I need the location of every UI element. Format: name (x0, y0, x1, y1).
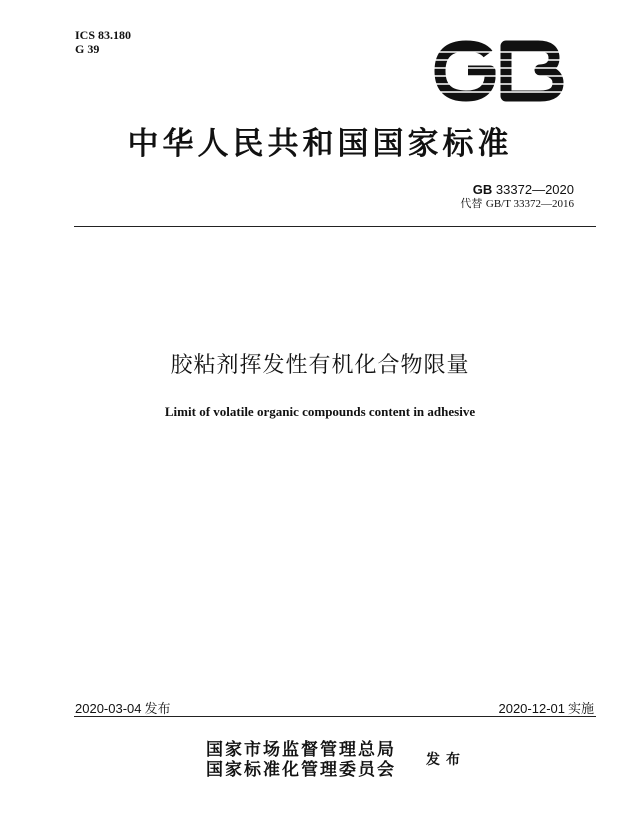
issue-date-value: 2020-03-04 (75, 701, 142, 716)
implementation-date (498, 698, 594, 717)
header-divider (74, 226, 596, 227)
replaces-number: GB/T 33372—2016 (485, 198, 574, 210)
document-title-cn: 胶粘剂挥发性有机化合物限量 (170, 353, 470, 378)
replaces-label: 代替 (460, 197, 483, 210)
standard-number (460, 182, 574, 197)
publish-label: 发布 (426, 752, 466, 768)
issuing-authorities (206, 740, 396, 780)
ics-code: ICS 83.180 (75, 28, 132, 42)
national-standard-title: 中华人民共和国国家标准 (127, 126, 513, 162)
implementation-date-value: 2020-12-01 (498, 701, 565, 716)
replaces-note (460, 197, 574, 211)
classification-codes (75, 28, 131, 56)
gb-logo-graphic (432, 38, 564, 104)
implementation-date-label: 实施 (567, 702, 594, 717)
issue-date-label: 发布 (144, 702, 171, 717)
standard-prefix: GB (472, 182, 493, 197)
standard-number-block (460, 182, 574, 211)
issuer-sac: 国家标准化管理委员会 (206, 760, 396, 780)
standard-code: 33372—2020 (495, 182, 574, 197)
ccs-code: G 39 (75, 42, 100, 56)
document-title-en: Limit of volatile organic compounds content in adhesive (164, 404, 476, 419)
issue-date (75, 698, 171, 717)
footer-divider (74, 716, 596, 717)
gb-logo (432, 38, 564, 104)
issuer-samr: 国家市场监督管理总局 (206, 740, 396, 760)
